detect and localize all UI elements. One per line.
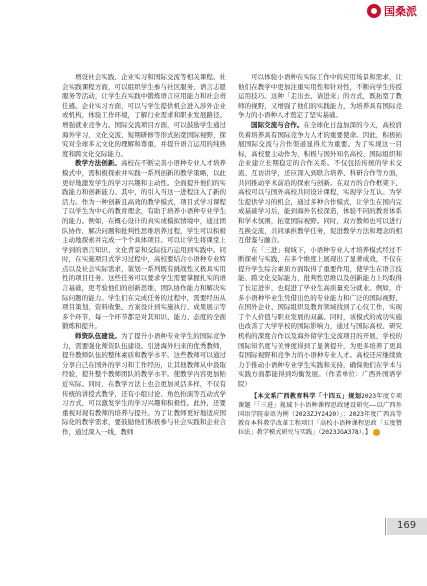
paragraph-text: 在全球化日益加深的今天，高校肩负着培养具有国际竞争力人才的重要使命。因此，积极拓展国际交流与合作渠道显得尤为重要。为了实现这一目标，高校要主动作为，积极与国外知名高校、国际组织和企业建立长期稳定的合作关系。不仅包括传统的学术交流、互访讲学，还应深入到联合培养、科研合作等方面，共同推动学术前沿的探索与创新。在双方的合作框架下，高校可以与国外高校共同设计课程，实现学分互认。为学生提供学习的机会，通过多种合作模式，让学生在国内完成基础学习后，能到海外名校深造，体验不同的教育体系和学术氛围，拓宽国际视野。同时，双方教师也可以进行互换交流，共同承担教学任务，促进教学方法和理念的相互借鉴与融合。	[238, 120, 403, 245]
run-in-heading: 国际交流与合作。	[251, 120, 304, 129]
funding-note	[238, 392, 402, 438]
right-column	[238, 73, 402, 438]
article-body	[62, 73, 402, 438]
page-number-box	[387, 518, 427, 535]
logo-text: 国桑派	[384, 5, 417, 18]
paragraph	[62, 159, 226, 332]
paragraph-text: 高校在不断完善小语种专业人才培养模式中，需积极探索并实践一系列创新的教学策略，以此更好地激发学生的学习兴趣和主动性。全面提升他们的实践能力和创新能力。其中，的引入当这一进程注入了新的活力。作为一种创新且高效的教学模式，项目式学习课程了以学生为中心的教育理念，有助于培养小语种专业学生的能力。例如，在概心设计的真实或模拟情境中，通过团队协作，解决问题和批判性思维培养过程，学生可以积极主动地探索并完成一个个具体项目。可以让学生将课堂上学到的语言知识、文化背景和交际技巧运用到实践中。同时，在实施项目式学习过程中，高校要结合小语种专业特点以及社会实际需求，策划一系列既有挑战性又极具实用性的项目任务。这些任务可以要求学生需要掌握扎实的语言基础，更考验他们的创新思维、团队协作能力和解决实际问题的能力。学生们在完成任务的过程中，需要经历从项目策划、资料收集、方案设计到实施执行、成果展示等多个环节，每一个环节都是对其知识、能力、态度的全面锻炼和提升。	[62, 159, 227, 331]
paragraph: 增设社会实践、企业实习和国际交流等相关课程。社会实践课程方面，可以组织学生参与社区服务、语言志愿服务等活动，让学生在实践中锻炼语言应用能力和社会责任感。企业实习方面，可以与学生提供机会进入涉外企业或机构，体验工作环境，了解行业需求和职业发展路径。增强就业竞争力。国际交流项目方面，可以鼓励学生通过海外学习、文化交流、短期研修等形式拓宽国际视野，探究对全球多元文化的理解和尊重，并提升语言运用的纯熟度和跨文化交际能力。	[62, 73, 226, 158]
funding-note-heading: 【本文系广西教育科学「十四五」规划	[251, 392, 362, 400]
run-in-heading: 教学方法创新。	[75, 159, 121, 168]
end-mark-icon	[373, 429, 380, 436]
logo-icon	[367, 4, 381, 18]
paragraph: 在「三进」视域下，小语种专业人才培养模式经过不断探索与实践，在多个维度上展现出了显著成效，不仅在提升学生综合素质方面取得了重要作用，使学生在语言技能、跨文化交际能力、批判性思维以及创新能力上均取得了长足进步，也促进了毕业生高质量充分就业。例如，许多小语种毕业生凭借出色的专业能力和广泛的国际视野，在国外企业、国际组织及教育领域找到了心仪工作，实现了个人价值与职业发展的双赢。同时，该模式的成功实施也改善了大学学校的国际影响力，通过与国际高校、研究机构的深度合作以及海外留学生交流项目的开展，学校的国际知名度与美誉度得到了显著提升，为更多培养了更具有国际视野和竞争力的小语种专业人才。高校还应继续致力于推动小语种专业学生实践和支持，确保他们在学术与实践方面都能得到均衡发展。（作者单位：广西外国语学院）	[238, 245, 402, 388]
paragraph	[238, 121, 402, 246]
paragraph	[62, 332, 226, 438]
paragraph-text: 为了提升小语种专业学生的国际竞争力，需要强化师资队伍建设。引进海外归来的优秀教师，提升教师队伍的整体素质和教学水平。这些教师可以通过分享自己在国外的学习和工作经历，让其他教师从中汲取经验，提升整个教师团队的教学水平。使教学内容更加贴近实际。同时，在教学方法上也会更加灵活多样，不仅有传统的讲授式教学，还有小组讨论、角色扮演等互动式学习方式，可以激发学生的学习兴趣和积极性。此外，还要重视对现有教师的培养与提升。为了让教师更好地适应国际化的教学需求，要鼓励他们积极参与社会实践和企业合作，通过深入一线，教师	[62, 332, 227, 436]
publication-logo	[367, 3, 417, 19]
footer-divider	[385, 518, 386, 535]
paragraph: 可以体验小语种在实际工作中的应用场景和需求，让他们在教学中更加注重实用性和针对性，不断向学生传授运用技巧。这种「走出去、请进来」的方式，既拓宽了教师的视野，又增强了他们的实践能力，为培养具有国际竞争力的小语种人才奠定了坚实基础。	[238, 73, 402, 120]
page-number: 169	[397, 520, 417, 531]
left-column	[62, 73, 226, 438]
funding-note-text: 2023年度专项课题「「三进」视域下小语种课程思政建设研究——以广西外国语学院泰语为例（2023ZJY2420）」；2023年度广西高等教育本科教学改革工程项目「高校小语种课程思政「五度赞拉法」教学模式研究与实践」（2023JGA378）。】	[238, 392, 402, 437]
run-in-heading: 师资队伍建设。	[75, 332, 121, 341]
